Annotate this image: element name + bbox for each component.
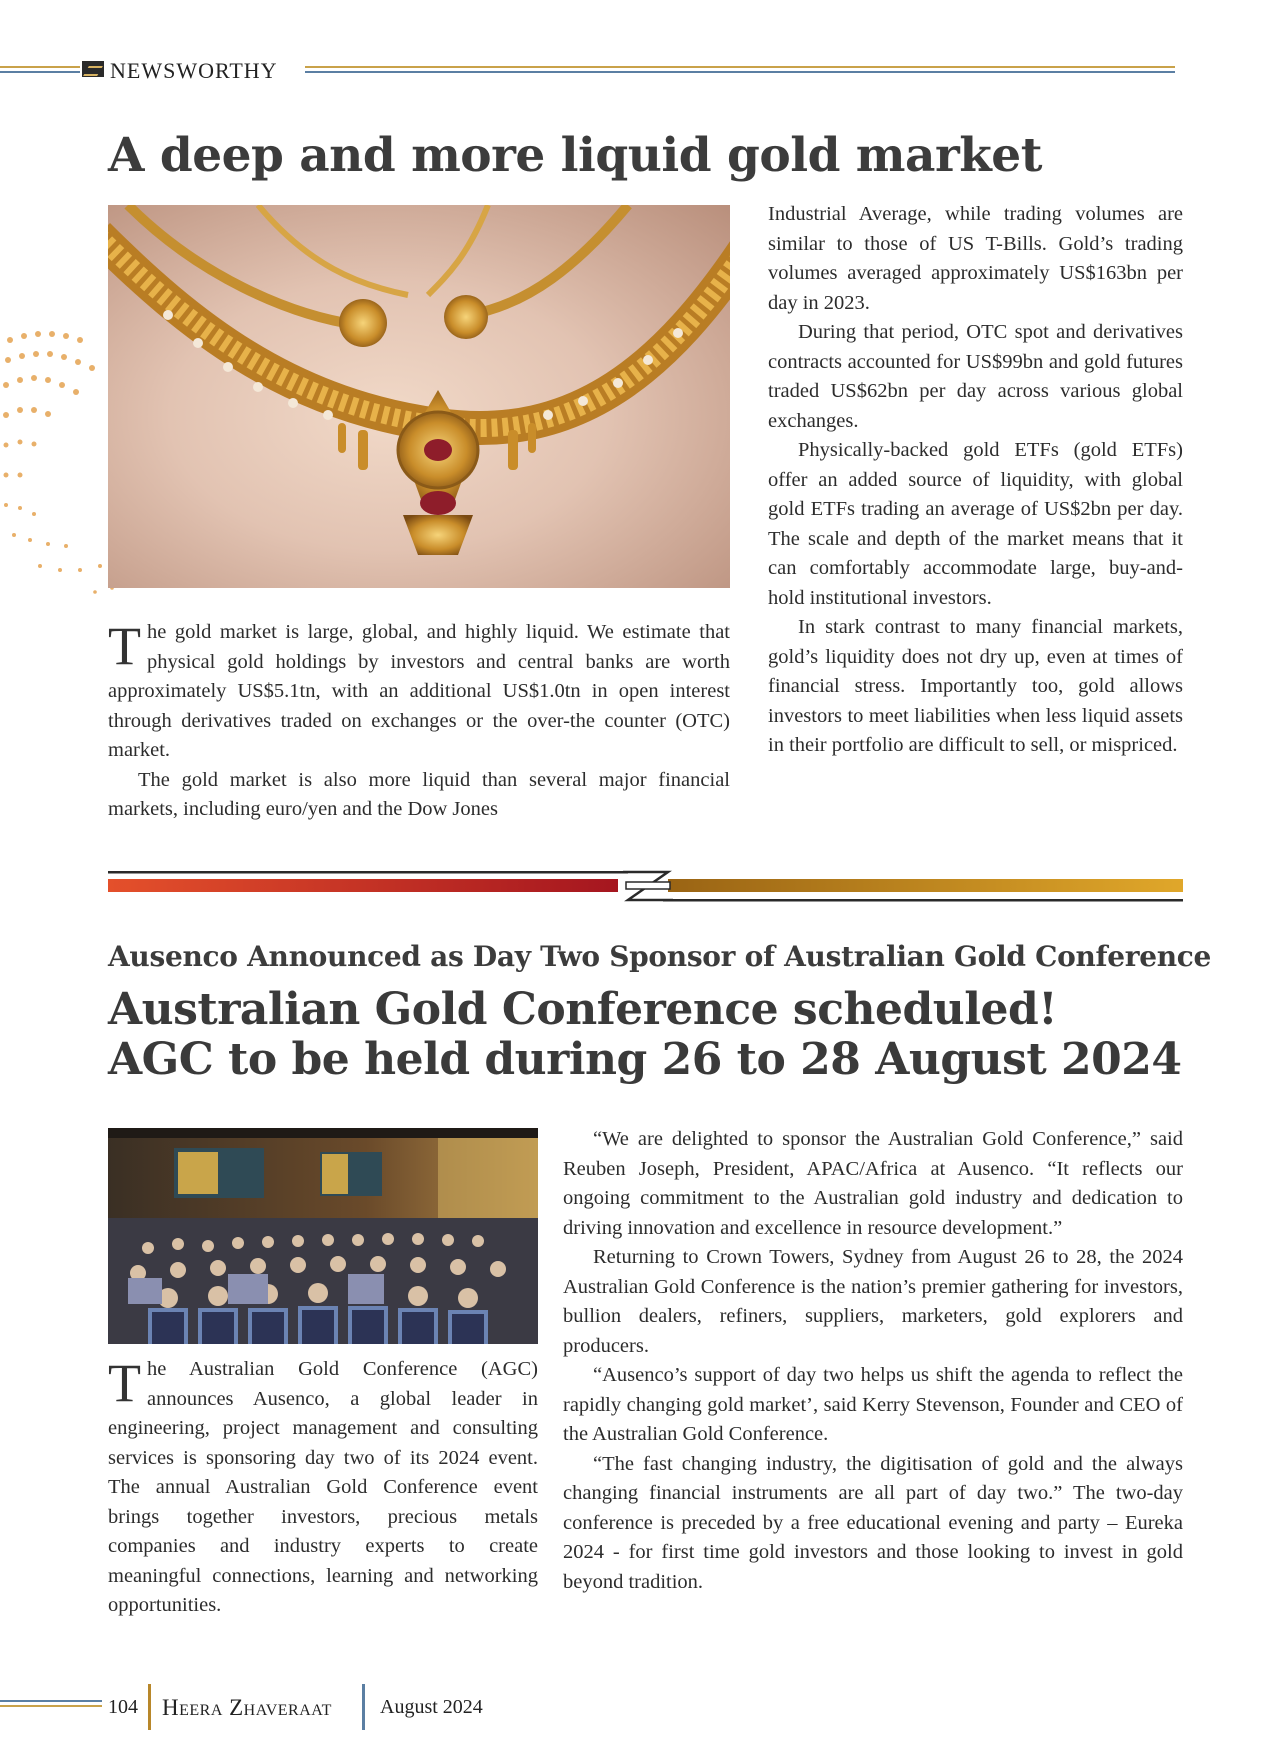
article2-title [108, 985, 1181, 1085]
gold-necklace-image [108, 205, 730, 588]
header-rule-right [305, 66, 1175, 68]
magazine-logo-icon [82, 61, 104, 77]
paragraph: Physically-backed gold ETFs (gold ETFs) offer an added source of liquidity, with global gold ETFs trading an average of US$2bn per day. The scale and depth of the market means that it can comfortably accommodate large, buy-and-hold institutional investors. [768, 439, 1183, 609]
paragraph: Returning to Crown Towers, Sydney from August 26 to 28, the 2024 Australian Gold Conference is the nation’s premier gathering for investors, bullion dealers, refiners, suppliers, marketers, gold explorers and producers. [563, 1246, 1183, 1357]
paragraph: “Ausenco’s support of day two helps us shift the agenda to reflect the rapidly changing gold market’, said Kerry Stevenson, Founder and CEO of the Australian Gold Conference. [563, 1364, 1183, 1445]
paragraph: During that period, OTC spot and derivatives contracts accounted for US$99bn and gold futures traded US$62bn per day across various global exchanges. [768, 321, 1183, 432]
footer-rule [0, 1700, 102, 1702]
paragraph: he Australian Gold Conference (AGC) announces Ausenco, a global leader in engineering, project management and consulting services is sponsoring day two of its 2024 event. The annual Australian Gold Conference event brings together investors, precious metals companies and industry experts to create meaningful connections, learning and networking opportunities. [108, 1358, 538, 1616]
article2-subtitle: Ausenco Announced as Day Two Sponsor of Australian Gold Conference [108, 940, 1212, 973]
article1-left-column [108, 618, 730, 825]
header-rule-left-blue [0, 71, 80, 73]
article1-right-column [768, 200, 1183, 761]
dropcap: T [108, 616, 141, 676]
paragraph: Industrial Average, while trading volumes are similar to those of US T-Bills. Gold’s trading volumes averaged approximately US$163bn per day in 2023. [768, 203, 1183, 314]
paragraph: he gold market is large, global, and highly liquid. We estimate that physical gold holdings by investors and central banks are worth approximately US$5.1tn, with an additional US$1.0tn in open interest through derivatives traded on exchanges or the over-the counter (OTC) market. [108, 621, 730, 761]
paragraph: “We are delighted to sponsor the Australian Gold Conference,” said Reuben Joseph, President, APAC/Africa at Ausenco. “It reflects our ongoing commitment to the Australian gold industry and dedication to driving innovation and excellence in resource development.” [563, 1128, 1183, 1239]
magazine-name: Heera Zhaveraat [162, 1695, 332, 1720]
page-footer [0, 1690, 520, 1730]
paragraph: The gold market is also more liquid than several major financial markets, including euro/yen and the Dow Jones [108, 768, 730, 820]
conference-image [108, 1128, 538, 1344]
footer-rule-gold [0, 1705, 102, 1707]
paragraph: “The fast changing industry, the digitisation of gold and the always changing financial instruments are all part of day two.” The two-day conference is preceded by a free educational evening and party – Eureka 2024 - for first time gold investors and those looking to invest in gold beyond tradition. [563, 1452, 1183, 1593]
issue-date: August 2024 [380, 1696, 483, 1718]
paragraph: In stark contrast to many financial markets, gold’s liquidity does not dry up, even at times of financial stress. Importantly too, gold allows investors to meet liabilities when less liquid assets in their portfolio are difficult to sell, or mispriced. [768, 616, 1183, 756]
article2-right-column [563, 1125, 1183, 1597]
section-header [0, 58, 1180, 82]
section-label: NEWSWORTHY [110, 58, 278, 83]
header-rule-right-blue [305, 71, 1175, 73]
article-title: A deep and more liquid gold market [108, 128, 1042, 183]
title-line: AGC to be held during 26 to 28 August 2024 [108, 1034, 1182, 1085]
title-line: Australian Gold Conference scheduled! [108, 984, 1058, 1035]
section-divider [108, 868, 1183, 904]
page-number: 104 [108, 1696, 138, 1718]
header-rule-left [0, 66, 80, 68]
article2-left-column [108, 1355, 538, 1621]
footer-divider [148, 1684, 151, 1730]
dropcap: T [108, 1353, 141, 1413]
footer-divider [362, 1684, 365, 1730]
